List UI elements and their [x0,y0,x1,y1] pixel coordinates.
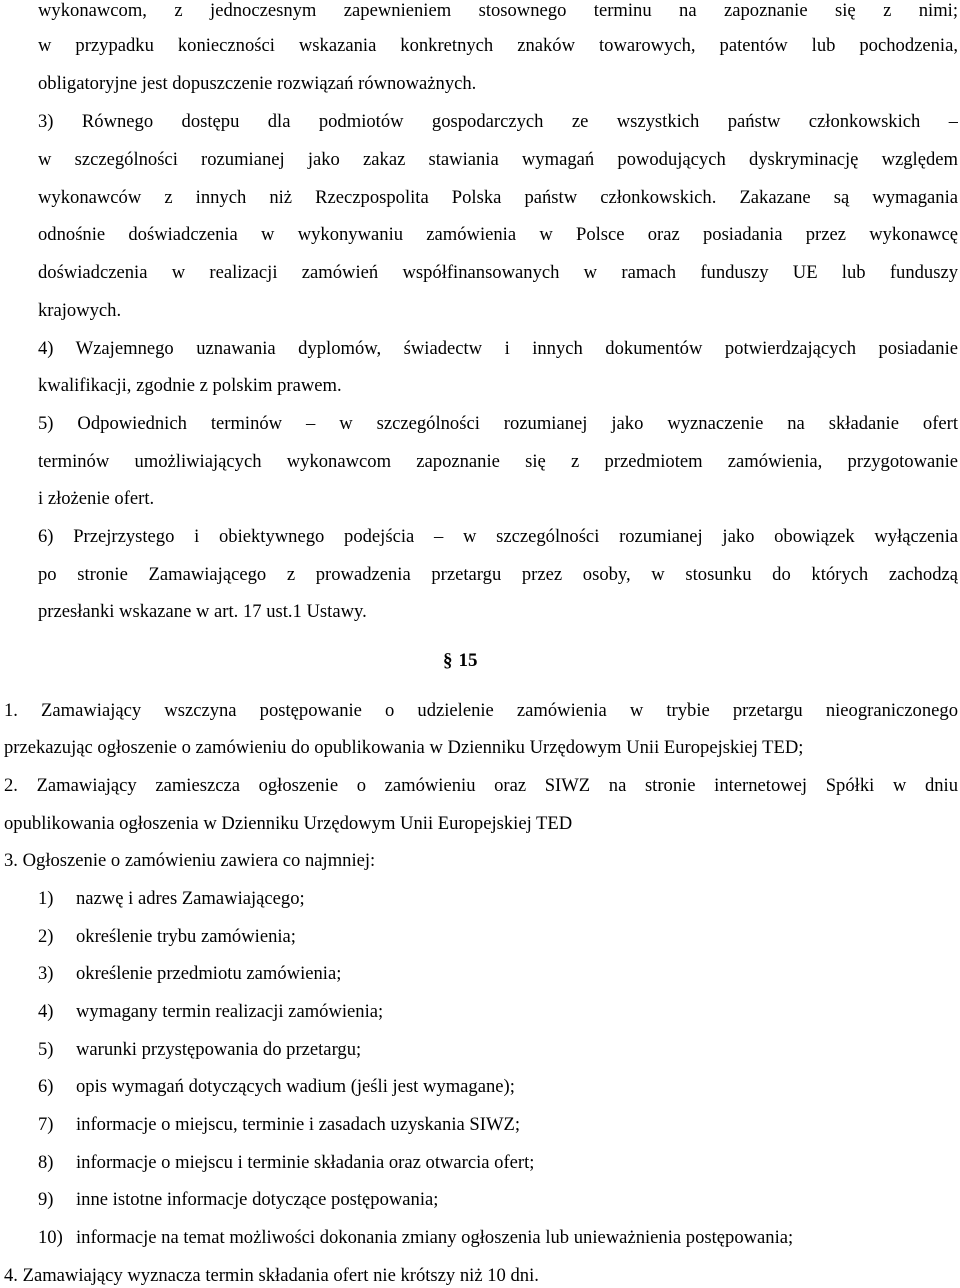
list-item-number: 9) [38,1189,54,1210]
list-item [0,1001,960,1023]
list-item-number: 5) [38,1039,54,1060]
text-line: wykonawcom, z jednoczesnym zapewnieniem stosownego terminu na zapoznanie się z nimi; [38,0,958,21]
list-item [0,1189,960,1211]
point-4: 4. Zamawiający wyznacza termin składania ofert nie krótszy niż 10 dni. [4,1265,539,1286]
section-symbol: § [443,650,453,671]
text-line: w szczególności rozumianej jako zakaz stawiania wymagań powodujących dyskryminację względem [38,149,958,170]
list-item [0,888,960,910]
list-item [0,1227,960,1249]
text-line: w przypadku konieczności wskazania konkretnych znaków towarowych, patentów lub pochodzenia, [38,35,958,56]
text-line: odnośnie doświadczenia w wykonywaniu zamówienia w Polsce oraz posiadania przez wykonawcę [38,224,958,245]
point-3: 3. Ogłoszenie o zamówieniu zawiera co najmniej: [4,850,376,871]
list-item-text: informacje o miejscu, terminie i zasadach uzyskania SIWZ; [76,1114,521,1135]
list-item-number: 3) [38,963,54,984]
text-line: 2. Zamawiający zamieszcza ogłoszenie o zamówieniu oraz SIWZ na stronie internetowej Spółki w dniu [4,775,958,796]
section-number: 15 [458,650,478,671]
list-item [0,1039,960,1061]
list-item [0,1076,960,1098]
text-line: 6) Przejrzystego i obiektywnego podejścia – w szczególności rozumianej jako obowiązek wyłączenia [38,526,958,547]
text-line: krajowych. [38,300,122,321]
text-line: terminów umożliwiających wykonawcom zapoznanie się z przedmiotem zamówienia, przygotowanie [38,451,958,472]
text-line: obligatoryjne jest dopuszczenie rozwiązań równoważnych. [38,73,477,94]
section-heading [443,650,478,672]
text-line: po stronie Zamawiającego z prowadzenia przetargu przez osoby, w stosunku do których zachodzą [38,564,958,585]
text-line: przesłanki wskazane w art. 17 ust.1 Ustawy. [38,601,367,622]
list-item-number: 10) [38,1227,63,1248]
list-item [0,926,960,948]
text-line: kwalifikacji, zgodnie z polskim prawem. [38,375,342,396]
text-line: 5) Odpowiednich terminów – w szczególności rozumianej jako wyznaczenie na składanie ofert [38,413,958,434]
list-item-number: 8) [38,1152,54,1173]
list-item-text: inne istotne informacje dotyczące postępowania; [76,1189,439,1210]
list-item [0,1114,960,1136]
list-item-number: 2) [38,926,54,947]
text-line: opublikowania ogłoszenia w Dzienniku Urzędowym Unii Europejskiej TED [4,813,573,834]
list-item-text: wymagany termin realizacji zamówienia; [76,1001,384,1022]
list-item-text: nazwę i adres Zamawiającego; [76,888,305,909]
text-line: doświadczenia w realizacji zamówień współfinansowanych w ramach funduszy UE lub funduszy [38,262,958,283]
text-line: 3) Równego dostępu dla podmiotów gospodarczych ze wszystkich państw członkowskich – [38,111,958,132]
list-item-text: informacje na temat możliwości dokonania zmiany ogłoszenia lub unieważnienia postępowania; [76,1227,794,1248]
list-item-number: 4) [38,1001,54,1022]
list-item-text: informacje o miejscu i terminie składania oraz otwarcia ofert; [76,1152,535,1173]
list-item-number: 7) [38,1114,54,1135]
list-item-text: określenie przedmiotu zamówienia; [76,963,342,984]
text-line: 4) Wzajemnego uznawania dyplomów, świadectw i innych dokumentów potwierdzających posiadanie [38,338,958,359]
text-line: przekazując ogłoszenie o zamówieniu do opublikowania w Dzienniku Urzędowym Unii Europejskiej TED; [4,737,804,758]
list-item [0,1152,960,1174]
text-line: i złożenie ofert. [38,488,155,509]
text-line: 1. Zamawiający wszczyna postępowanie o udzielenie zamówienia w trybie przetargu nieograniczonego [4,700,958,721]
list-item [0,963,960,985]
list-item-number: 6) [38,1076,54,1097]
list-item-text: określenie trybu zamówienia; [76,926,296,947]
list-item-text: warunki przystępowania do przetargu; [76,1039,362,1060]
list-item-number: 1) [38,888,54,909]
list-item-text: opis wymagań dotyczących wadium (jeśli jest wymagane); [76,1076,515,1097]
text-line: wykonawców z innych niż Rzeczpospolita Polska państw członkowskich. Zakazane są wymagania [38,187,958,208]
